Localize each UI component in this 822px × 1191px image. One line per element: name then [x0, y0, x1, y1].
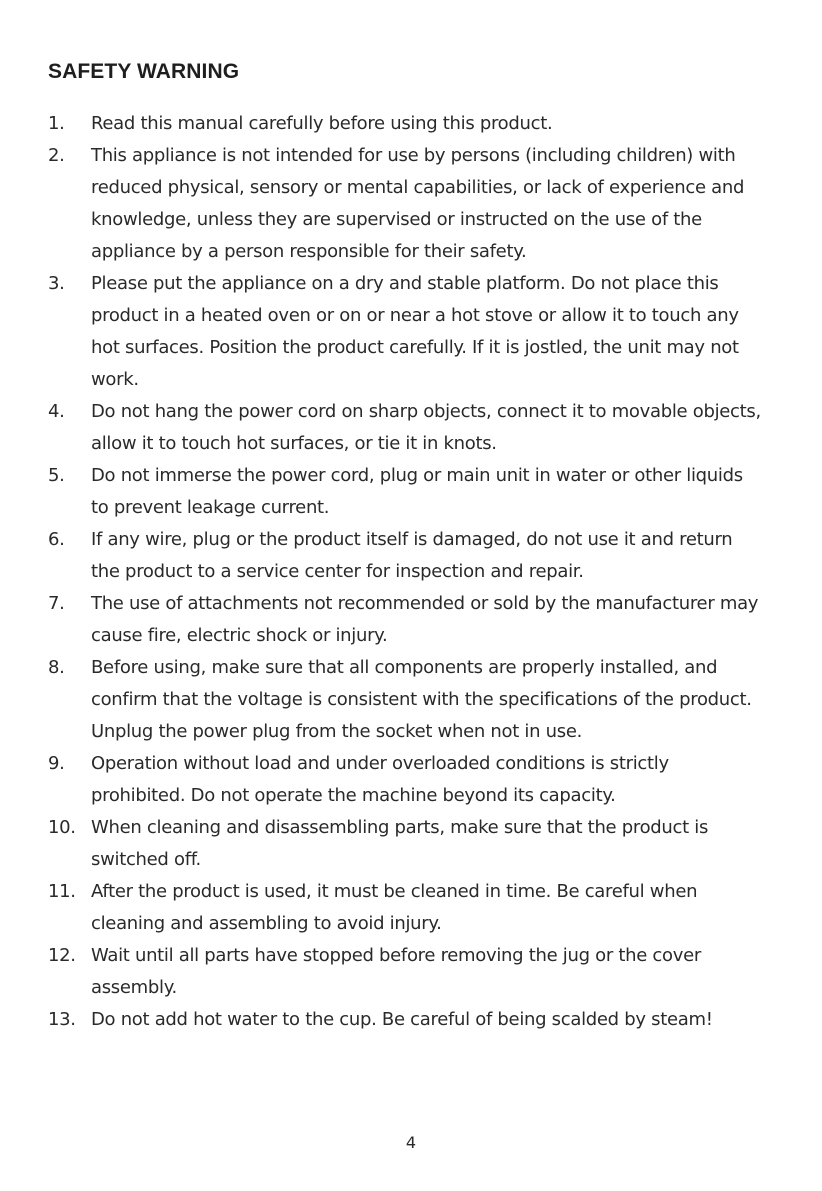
item-number: 12. — [48, 945, 76, 966]
list-item — [48, 524, 788, 588]
item-number: 3. — [48, 273, 65, 294]
item-number: 13. — [48, 1009, 76, 1030]
item-number: 10. — [48, 817, 76, 838]
list-item — [48, 396, 788, 460]
list-item — [48, 588, 788, 652]
list-item — [48, 748, 788, 812]
item-text: Please put the appliance on a dry and stable platform. Do not place this product in a heated oven or on or near a hot stove or allow it to touch any hot surfaces. Position the product carefully. If it is jostled, the unit may not work. — [91, 273, 739, 390]
list-item — [48, 812, 788, 876]
item-number: 4. — [48, 401, 65, 422]
item-number: 6. — [48, 529, 65, 550]
safety-warning-list — [48, 108, 788, 1036]
item-text: Do not immerse the power cord, plug or main unit in water or other liquids to prevent leakage current. — [91, 465, 743, 518]
list-item — [48, 940, 788, 1004]
list-item — [48, 652, 788, 748]
item-text: When cleaning and disassembling parts, make sure that the product is switched off. — [91, 817, 709, 870]
item-number: 11. — [48, 881, 76, 902]
item-text: Read this manual carefully before using this product. — [91, 113, 553, 134]
item-text: The use of attachments not recommended or sold by the manufacturer may cause fire, electric shock or injury. — [91, 593, 759, 646]
list-item — [48, 108, 788, 140]
item-text: Operation without load and under overloaded conditions is strictly prohibited. Do not operate the machine beyond its capacity. — [91, 753, 669, 806]
item-text: If any wire, plug or the product itself is damaged, do not use it and return the product to a service center for inspection and repair. — [91, 529, 733, 582]
item-text: Before using, make sure that all components are properly installed, and confirm that the voltage is consistent with the specifications of the product. Unplug the power plug from the socket when not in use. — [91, 657, 752, 742]
item-text: This appliance is not intended for use by persons (including children) with reduced physical, sensory or mental capabilities, or lack of experience and knowledge, unless they are supervised or instructed on the use of the appliance by a person responsible for their safety. — [91, 145, 745, 262]
list-item — [48, 1004, 788, 1036]
list-item — [48, 268, 788, 396]
page-title: SAFETY WARNING — [48, 60, 240, 83]
item-text: Do not add hot water to the cup. Be careful of being scalded by steam! — [91, 1009, 713, 1030]
item-number: 1. — [48, 113, 65, 134]
item-number: 8. — [48, 657, 65, 678]
item-number: 7. — [48, 593, 65, 614]
item-text: Wait until all parts have stopped before removing the jug or the cover assembly. — [91, 945, 701, 998]
item-text: Do not hang the power cord on sharp objects, connect it to movable objects, allow it to touch hot surfaces, or tie it in knots. — [91, 401, 761, 454]
list-item — [48, 460, 788, 524]
item-text: After the product is used, it must be cleaned in time. Be careful when cleaning and assembling to avoid injury. — [91, 881, 698, 934]
item-number: 2. — [48, 145, 65, 166]
list-item — [48, 140, 788, 268]
page-number: 4 — [405, 1133, 417, 1152]
list-item — [48, 876, 788, 940]
item-number: 9. — [48, 753, 65, 774]
item-number: 5. — [48, 465, 65, 486]
